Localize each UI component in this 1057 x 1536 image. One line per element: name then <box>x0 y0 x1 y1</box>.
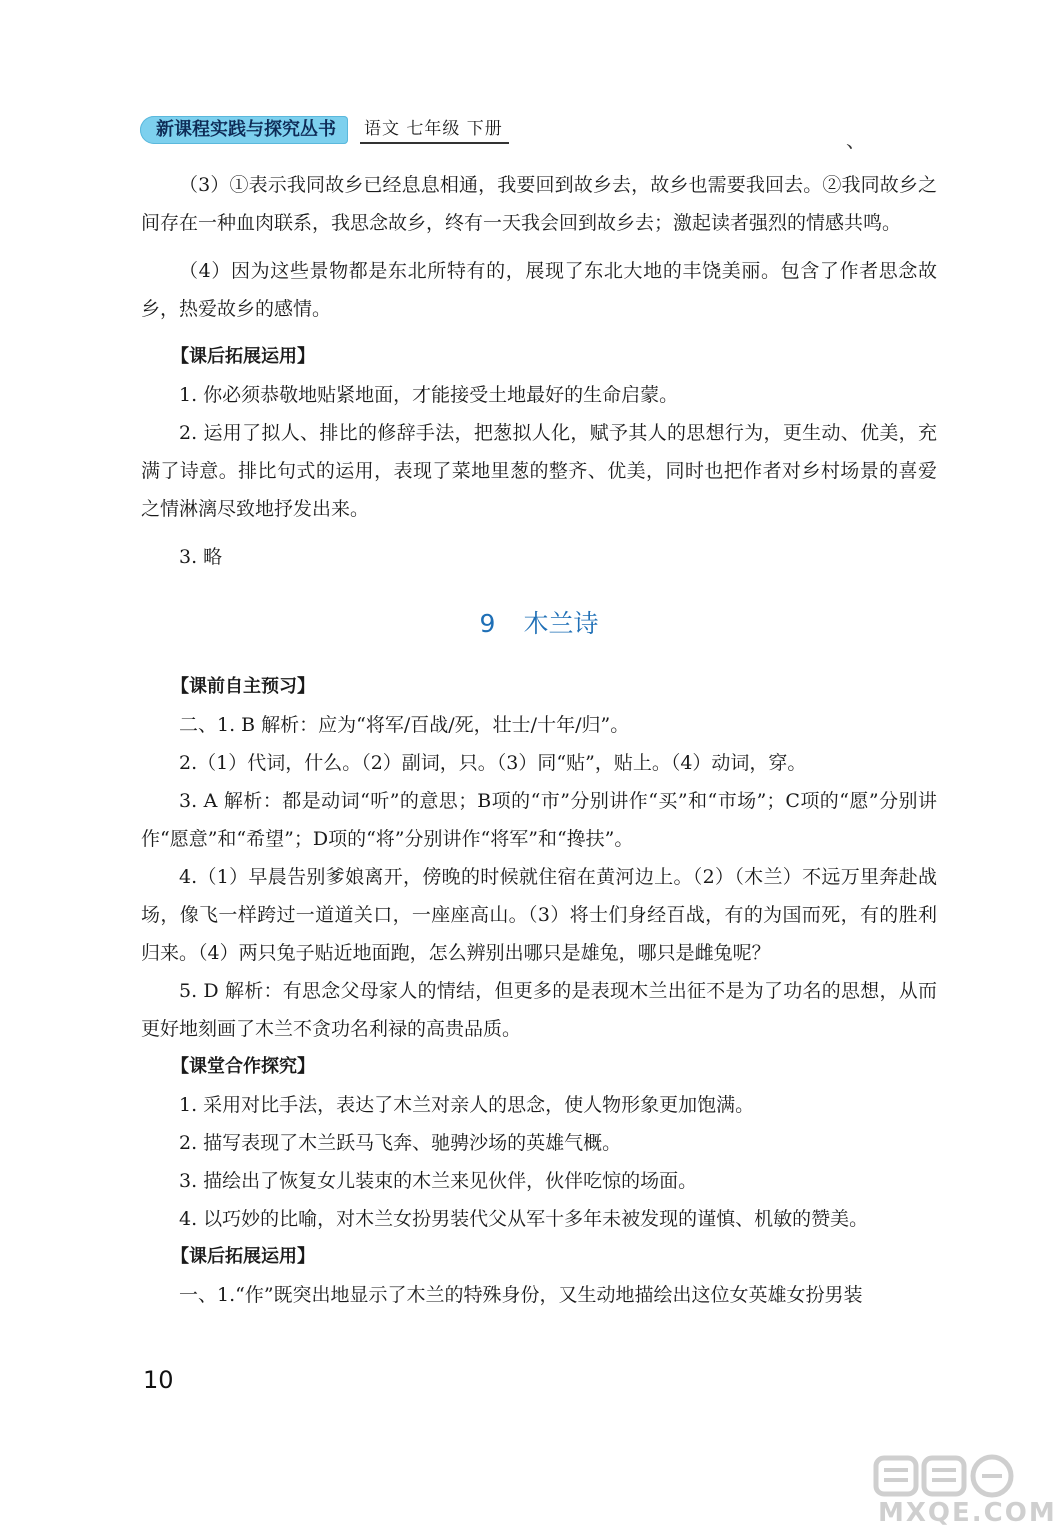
watermark <box>870 1452 1057 1530</box>
lesson-number: 9 <box>479 609 496 638</box>
answer-item: 1. 采用对比手法，表达了木兰对亲人的思念，使人物形象更加饱满。 <box>179 1094 755 1116</box>
answer-item: 2. 运用了拟人、排比的修辞手法，把葱拟人化，赋予其人的思想行为，更生动、优美，充满了诗意。排比句式的运用，表现了菜地里葱的整齐、优美，同时也把作者对乡村场景的喜爱之情淋漓尽致地抒发出来。 <box>141 422 937 520</box>
page-content <box>141 166 937 1314</box>
lesson-name: 木兰诗 <box>523 609 599 638</box>
answer-item: 2. 描写表现了木兰跃马飞奔、驰骋沙场的英雄气概。 <box>179 1132 622 1154</box>
answer-item: 4. 以巧妙的比喻，对木兰女扮男装代父从军十多年未被发现的谨慎、机敏的赞美。 <box>179 1208 869 1230</box>
answer-item: 3. A 解析：都是动词“听”的意思；B项的“市”分别讲作“买”和“市场”；C项的“愿”分别讲作“愿意”和“希望”；D项的“将”分别讲作“将军”和“搀扶”。 <box>141 790 937 850</box>
series-badge: 新课程实践与探究丛书 <box>140 116 348 144</box>
answer-item: 2.（1）代词，什么。（2）副词，只。（3）同“贴”，贴上。（4）动词，穿。 <box>179 752 807 774</box>
watermark-text: MXQE.COM <box>878 1498 1057 1528</box>
running-header <box>140 114 509 144</box>
lesson-title <box>141 604 937 644</box>
answer-item: 5. D 解析：有思念父母家人的情结，但更多的是表现木兰出征不是为了功名的思想，从而更好地刻画了木兰不贪功名利禄的高贵品质。 <box>141 980 937 1040</box>
answer-paragraph: （4）因为这些景物都是东北所特有的，展现了东北大地的丰饶美丽。包含了作者思念故乡，热爱故乡的感情。 <box>141 260 937 320</box>
answer-paragraph: （3）①表示我同故乡已经息息相通，我要回到故乡去，故乡也需要我回去。②我同故乡之间存在一种血肉联系，我思念故乡，终有一天我会回到故乡去；激起读者强烈的情感共鸣。 <box>141 174 937 234</box>
section-heading: 【课前自主预习】 <box>171 676 315 697</box>
corner-mark: 、 <box>846 128 866 152</box>
section-heading: 【课堂合作探究】 <box>171 1056 315 1077</box>
subject-label: 语文 七年级 下册 <box>360 117 509 144</box>
page-number: 10 <box>143 1366 174 1394</box>
answer-item: 1. 你必须恭敬地贴紧地面，才能接受土地最好的生命启蒙。 <box>179 384 679 406</box>
watermark-logo-icon <box>870 1452 1020 1500</box>
answer-item: 一、1.“作”既突出地显示了木兰的特殊身份，又生动地描绘出这位女英雄女扮男装 <box>179 1284 863 1306</box>
section-heading: 【课后拓展运用】 <box>171 346 315 367</box>
answer-item: 4.（1）早晨告别爹娘离开，傍晚的时候就住宿在黄河边上。（2）（木兰）不远万里奔赴战场，像飞一样跨过一道道关口，一座座高山。（3）将士们身经百战，有的为国而死，有的胜利归来。（4）两只兔子贴近地面跑，怎么辨别出哪只是雄兔，哪只是雌兔呢？ <box>141 866 937 964</box>
answer-item: 3. 描绘出了恢复女儿装束的木兰来见伙伴，伙伴吃惊的场面。 <box>179 1170 698 1192</box>
answer-item: 3. 略 <box>179 546 223 568</box>
answer-item: 二、1. B 解析：应为“将军/百战/死，壮士/十年/归”。 <box>179 714 630 736</box>
section-heading: 【课后拓展运用】 <box>171 1246 315 1267</box>
